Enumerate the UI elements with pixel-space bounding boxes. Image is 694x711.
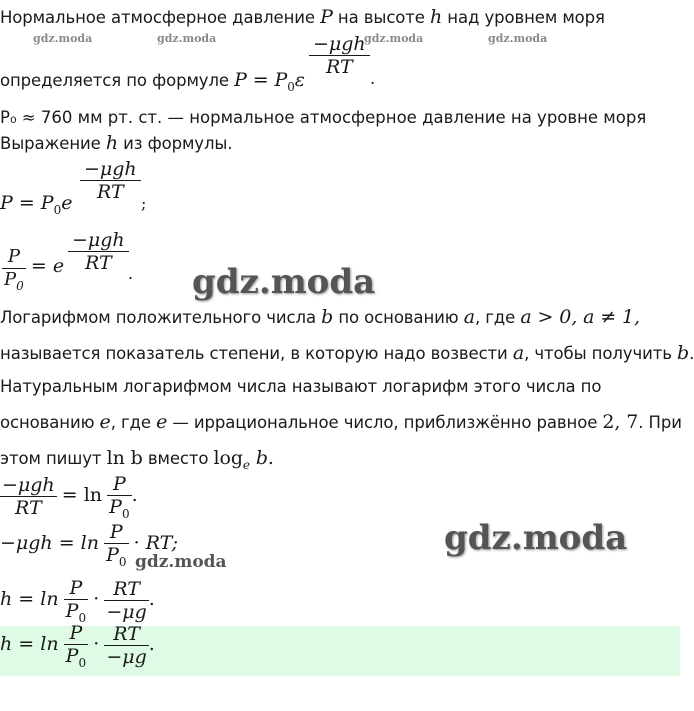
log-def-line-2: называется показатель степени, в которую надо возвести a, чтобы получить b.: [0, 342, 694, 364]
watermark: gdz.moda: [157, 32, 217, 45]
express-line: Выражение h из формулы.: [0, 132, 233, 154]
equation-3: $\frac{\text{−μgh}}{RT}$ = ln $\frac{P}{P_0}$ .: [2, 473, 138, 521]
formula-lhs: P = P: [234, 69, 288, 91]
log-def-line-1: Логарифмом положительного числа b по основанию a, где a > 0, a ≠ 1,: [0, 306, 640, 328]
equation-2: $\frac{P}{P_0}$ = e: [4, 246, 65, 293]
intro-line-1: Нормальное атмосферное давление P на высоте h над уровнем моря: [0, 6, 605, 28]
log-def-line-3: Натуральным логарифмом числа называют логарифм этого числа по: [0, 377, 602, 396]
equation-1-exponent: −μgh RT: [80, 158, 141, 203]
watermark-large: gdz.moda: [192, 262, 376, 302]
equation-final: h = ln $\frac{P}{P_0}$ · $\frac{RT}{-\mu g}$ .: [0, 622, 155, 670]
equation-2-exponent: −μgh RT: [68, 229, 129, 274]
watermark: gdz.moda: [33, 32, 93, 45]
watermark: gdz.moda: [488, 32, 548, 45]
exponent-fraction: −μgh RT: [309, 33, 370, 78]
equation-1: $P = P_0e$: [0, 192, 73, 217]
equation-4: −μgh = ln $\frac{P}{P_0}$ · RT;: [0, 521, 179, 569]
watermark-large: gdz.moda: [444, 518, 628, 558]
intro-line-2: определяется по формуле $P = P_0\varepsilon$: [0, 69, 305, 94]
equation-5: h = ln $\frac{P}{P_0}$ · $\frac{RT}{-\mu g}$ .: [0, 577, 155, 625]
watermark: gdz.moda: [135, 552, 227, 572]
log-def-line-4: основанию e, где e — иррациональное число, приблизжённо равное 2, 7. При: [0, 411, 682, 433]
clipped-line: P₀ ≈ 760 мм рт. ст. — нормальное атмосферное давление на уровне моря: [0, 108, 647, 127]
log-def-line-5: этом пишут ln b вместо $\log_e b$.: [0, 447, 274, 472]
watermark: gdz.moda: [364, 32, 424, 45]
